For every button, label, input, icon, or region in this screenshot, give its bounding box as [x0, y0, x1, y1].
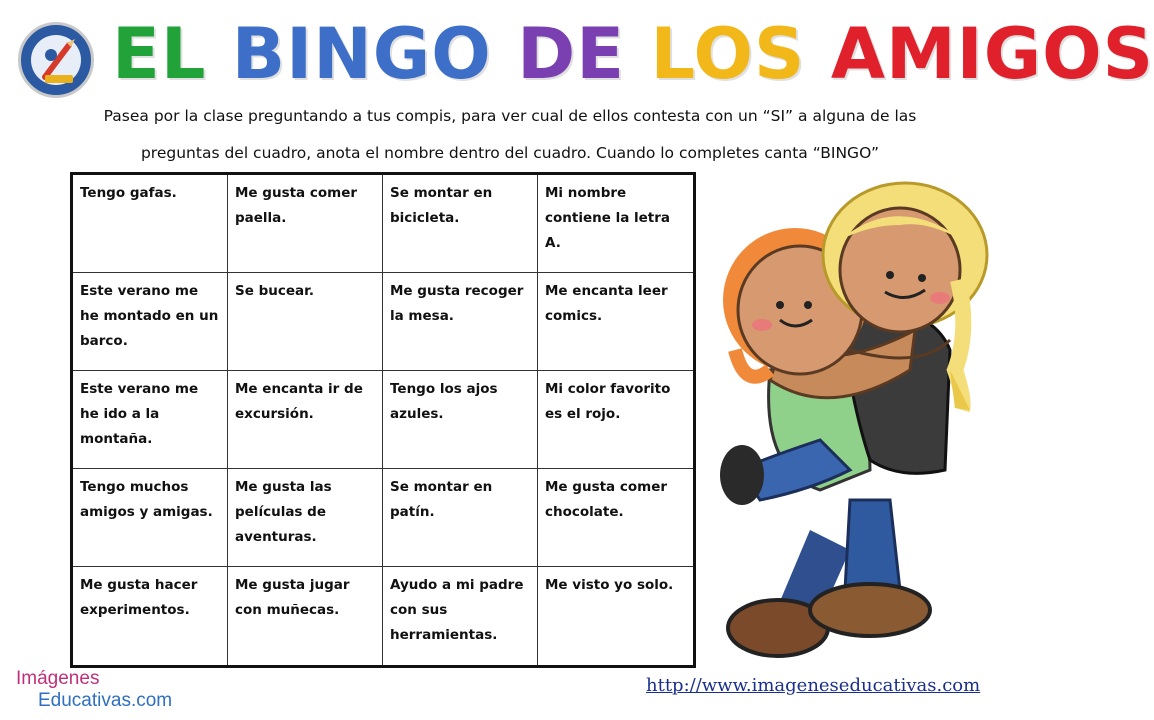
page-title: [112, 14, 1154, 94]
website-url-link[interactable]: http://www.imageneseducativas.com: [646, 675, 981, 696]
bingo-cell[interactable]: Tengo los ajos azules.: [383, 371, 538, 469]
hugging-kids-illustration: [700, 170, 1020, 660]
imagenes-educativas-logo: [16, 668, 172, 712]
brand-line-2: Educativas.com: [38, 690, 173, 711]
title-word-de: DE: [517, 13, 626, 95]
bingo-cell[interactable]: Se bucear.: [228, 273, 383, 371]
bingo-cell[interactable]: Mi color favorito es el rojo.: [538, 371, 693, 469]
bingo-cell[interactable]: Se montar en bicicleta.: [383, 175, 538, 273]
bingo-cell[interactable]: Me gusta las películas de aventuras.: [228, 469, 383, 567]
bingo-cell[interactable]: Me encanta leer comics.: [538, 273, 693, 371]
bingo-cell[interactable]: Tengo muchos amigos y amigas.: [73, 469, 228, 567]
bingo-grid: [70, 172, 696, 668]
title-word-los: LOS: [650, 13, 806, 95]
bingo-cell[interactable]: Ayudo a mi padre con sus herramientas.: [383, 567, 538, 665]
bingo-cell[interactable]: Me gusta comer paella.: [228, 175, 383, 273]
site-logo-badge-icon: [18, 22, 94, 98]
title-word-el: EL: [112, 13, 207, 95]
title-word-amigos: AMIGOS: [830, 13, 1154, 95]
bingo-cell[interactable]: Me gusta recoger la mesa.: [383, 273, 538, 371]
bingo-cell[interactable]: Me visto yo solo.: [545, 577, 674, 593]
instructions: [30, 98, 990, 172]
bingo-cell[interactable]: Se montar en patín.: [383, 469, 538, 567]
bingo-cell[interactable]: Este verano me he ido a la montaña.: [73, 371, 228, 469]
bingo-cell[interactable]: Este verano me he montado en un barco.: [73, 273, 228, 371]
brand-line-1: Imágenes: [16, 668, 100, 689]
bingo-cell[interactable]: Me gusta comer chocolate.: [538, 469, 693, 567]
bingo-cell[interactable]: Me gusta jugar con muñecas.: [228, 567, 383, 665]
title-word-bingo: BINGO: [231, 13, 492, 95]
instructions-line-2: preguntas del cuadro, anota el nombre dentro del cuadro. Cuando lo completes canta “BINGO”: [140, 144, 880, 162]
bingo-cell[interactable]: Tengo gafas.: [73, 175, 228, 273]
instructions-line-1: Pasea por la clase preguntando a tus compis, para ver cual de ellos contesta con un “SI” a alguna de las: [103, 107, 917, 125]
bingo-cell[interactable]: Me gusta hacer experimentos.: [73, 567, 228, 665]
bingo-cell[interactable]: Mi nombre contiene la letra A.: [538, 175, 693, 273]
bingo-cell[interactable]: Me encanta ir de excursión.: [228, 371, 383, 469]
